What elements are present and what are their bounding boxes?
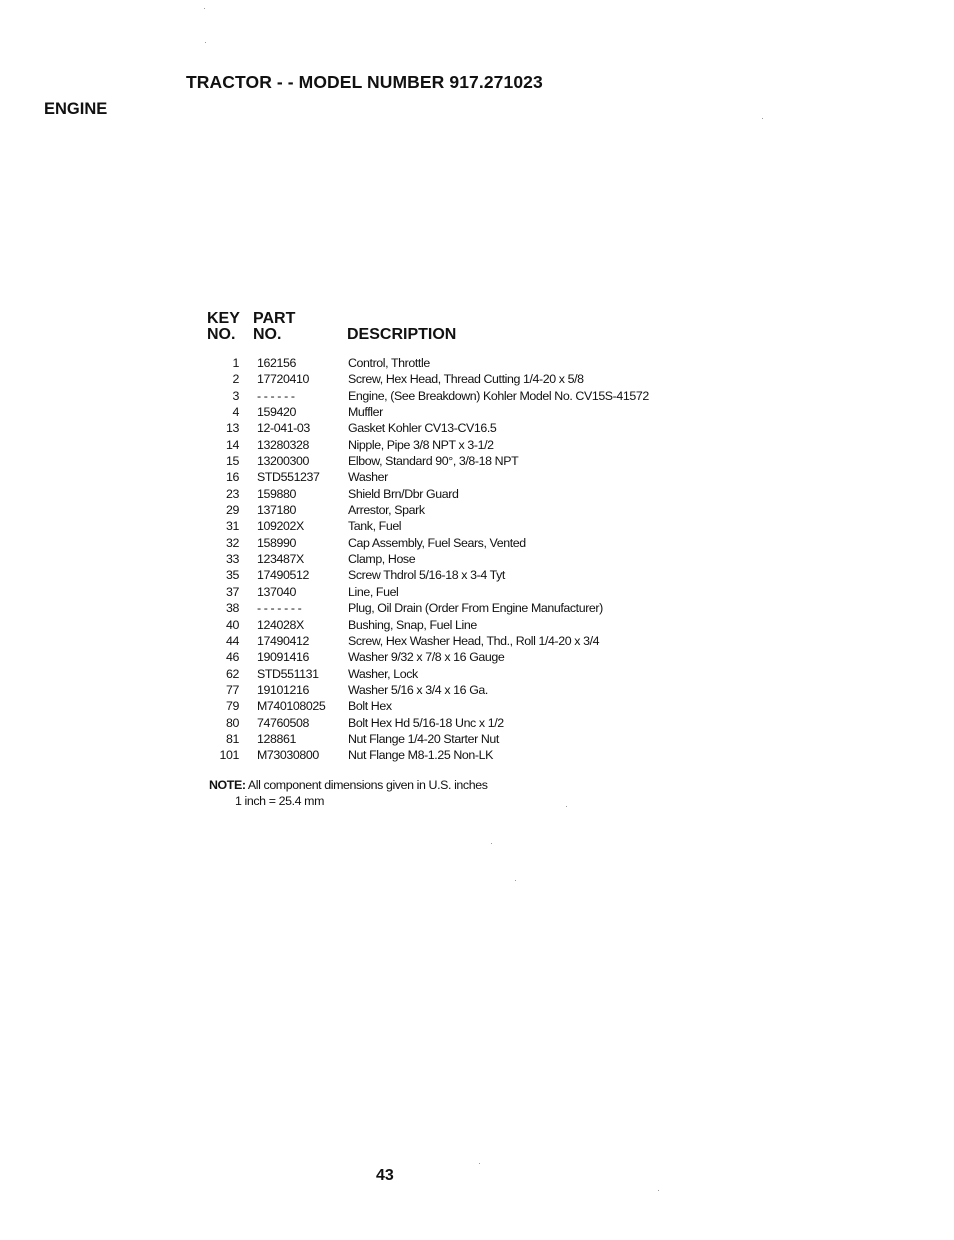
key-no-cell: 1 (232, 356, 239, 370)
parts-row (0, 715, 954, 731)
description-cell: Arrestor, Spark (348, 503, 425, 518)
part-no-header-line1: PART (253, 310, 296, 327)
parts-row (0, 747, 954, 763)
scan-speck (566, 806, 567, 807)
parts-row (0, 551, 954, 567)
section-title: ENGINE (44, 100, 108, 118)
parts-row (0, 420, 954, 436)
parts-row (0, 633, 954, 649)
part-no-cell: M73030800 (257, 748, 319, 763)
page-title: TRACTOR - - MODEL NUMBER 917.271023 (186, 72, 543, 92)
description-cell: Washer (348, 470, 388, 485)
scan-speck (762, 118, 763, 119)
description-cell: Clamp, Hose (348, 552, 416, 567)
part-no-cell: 162156 (257, 356, 296, 370)
key-no-cell: 101 (219, 748, 239, 763)
key-no-cell: 81 (226, 731, 239, 746)
key-no-cell: 46 (226, 650, 239, 665)
parts-row (0, 388, 954, 404)
description-header: DESCRIPTION (347, 326, 457, 343)
key-no-cell: 44 (226, 633, 239, 648)
parts-row (0, 437, 954, 453)
part-no-cell: - - - - - - (257, 388, 295, 403)
key-no-cell: 62 (226, 666, 239, 681)
note-conversion: 1 inch = 25.4 mm (235, 794, 324, 808)
description-cell: Screw, Hex Head, Thread Cutting 1/4-20 x 5/8 (348, 372, 584, 387)
description-cell: Shield Brn/Dbr Guard (348, 486, 459, 501)
key-no-cell: 13 (226, 421, 239, 436)
description-cell: Gasket Kohler CV13-CV16.5 (348, 421, 497, 436)
part-no-cell: 19091416 (257, 650, 309, 665)
key-no-cell: 35 (226, 568, 239, 583)
key-no-cell: 23 (226, 486, 239, 501)
description-cell: Washer 5/16 x 3/4 x 16 Ga. (348, 682, 488, 697)
description-cell: Nut Flange M8-1.25 Non-LK (348, 748, 493, 763)
key-no-cell: 80 (226, 715, 239, 730)
key-no-cell: 14 (226, 437, 239, 452)
parts-row (0, 600, 954, 616)
parts-row (0, 404, 954, 420)
description-cell: Screw, Hex Washer Head, Thd., Roll 1/4-20 x 3/4 (348, 633, 600, 648)
parts-row (0, 453, 954, 469)
parts-row (0, 518, 954, 534)
key-no-cell: 15 (226, 454, 239, 469)
key-no-cell: 40 (226, 617, 239, 632)
parts-row (0, 649, 954, 665)
part-no-cell: 17490512 (257, 568, 309, 583)
part-no-cell: M740108025 (257, 699, 326, 714)
parts-row (0, 617, 954, 633)
description-cell: Plug, Oil Drain (Order From Engine Manufacturer) (348, 601, 603, 616)
part-no-cell: 123487X (257, 552, 304, 567)
key-no-cell: 37 (226, 584, 239, 599)
part-no-cell: 74760508 (257, 715, 309, 730)
key-no-cell: 77 (226, 682, 239, 697)
key-no-cell: 2 (232, 372, 239, 387)
part-no-cell: STD551131 (257, 666, 319, 681)
scan-speck (658, 1190, 659, 1191)
part-no-cell: STD551237 (257, 470, 320, 485)
parts-row (0, 486, 954, 502)
description-cell: Engine, (See Breakdown) Kohler Model No. CV15S-41572 (348, 388, 649, 403)
description-cell: Elbow, Standard 90°, 3/8-18 NPT (348, 454, 519, 469)
description-cell: Screw Thdrol 5/16-18 x 3-4 Tyt (348, 568, 505, 583)
description-cell: Muffler (348, 405, 383, 420)
note (209, 777, 488, 809)
key-no-cell: 38 (226, 601, 239, 616)
description-cell: Nipple, Pipe 3/8 NPT x 3-1/2 (348, 437, 494, 452)
description-cell: Tank, Fuel (348, 519, 402, 534)
part-no-cell: 109202X (257, 519, 304, 534)
key-no-cell: 31 (226, 519, 239, 534)
part-no-cell: 137180 (257, 503, 296, 518)
part-no-cell: 137040 (257, 584, 296, 599)
scan-speck (205, 42, 206, 43)
description-cell: Nut Flange 1/4-20 Starter Nut (348, 731, 499, 746)
description-cell: Control, Throttle (348, 356, 430, 370)
key-no-header-line1: KEY (207, 310, 240, 327)
part-no-cell: - - - - - - - (257, 601, 302, 616)
part-no-cell: 17720410 (257, 372, 309, 387)
parts-row (0, 698, 954, 714)
parts-row (0, 535, 954, 551)
parts-row (0, 355, 954, 371)
key-no-header-line2: NO. (207, 326, 236, 343)
scan-speck (491, 843, 492, 844)
key-no-cell: 33 (226, 552, 239, 567)
parts-list (0, 355, 954, 764)
parts-row (0, 469, 954, 485)
key-no-cell: 16 (226, 470, 239, 485)
parts-row (0, 567, 954, 583)
note-text: All component dimensions given in U.S. inches (247, 778, 488, 792)
description-cell: Cap Assembly, Fuel Sears, Vented (348, 535, 526, 550)
parts-row (0, 502, 954, 518)
part-no-cell: 13200300 (257, 454, 309, 469)
scan-speck (479, 1163, 480, 1164)
description-cell: Washer 9/32 x 7/8 x 16 Gauge (348, 650, 505, 665)
parts-row (0, 371, 954, 387)
key-no-cell: 29 (226, 503, 239, 518)
part-no-cell: 12-041-03 (257, 421, 310, 436)
part-no-cell: 158990 (257, 535, 296, 550)
part-no-cell: 128861 (257, 731, 296, 746)
part-no-cell: 19101216 (257, 682, 309, 697)
note-label: NOTE: (209, 778, 246, 792)
description-cell: Line, Fuel (348, 584, 399, 599)
part-no-cell: 159880 (257, 486, 296, 501)
description-cell: Bushing, Snap, Fuel Line (348, 617, 477, 632)
key-no-cell: 32 (226, 535, 239, 550)
parts-row (0, 584, 954, 600)
key-no-cell: 3 (232, 388, 239, 403)
scan-speck (204, 8, 205, 9)
description-cell: Bolt Hex (348, 699, 392, 714)
parts-row (0, 666, 954, 682)
part-no-cell: 13280328 (257, 437, 309, 452)
parts-row (0, 731, 954, 747)
part-no-header-line2: NO. (253, 326, 282, 343)
part-no-cell: 124028X (257, 617, 304, 632)
key-no-cell: 79 (226, 699, 239, 714)
description-cell: Bolt Hex Hd 5/16-18 Unc x 1/2 (348, 715, 504, 730)
parts-row (0, 682, 954, 698)
part-no-cell: 17490412 (257, 633, 309, 648)
scan-speck (515, 880, 516, 881)
description-cell: Washer, Lock (348, 666, 418, 681)
key-no-cell: 4 (232, 405, 239, 420)
page-number: 43 (376, 1167, 394, 1184)
part-no-cell: 159420 (257, 405, 296, 420)
